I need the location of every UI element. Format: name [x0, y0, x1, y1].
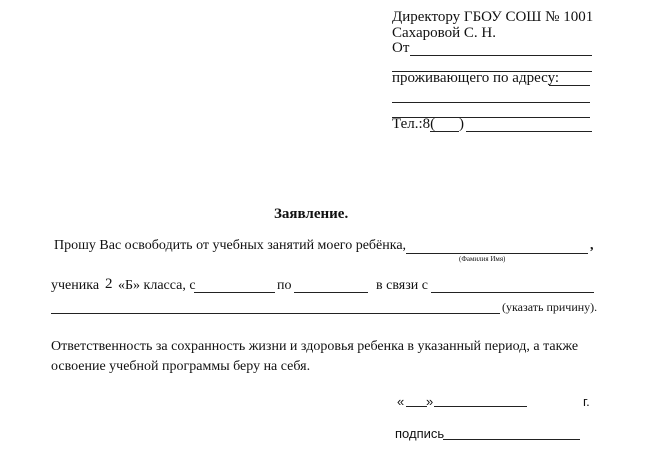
- child-name-line[interactable]: [406, 253, 588, 254]
- pupil-label: ученика: [51, 278, 100, 293]
- request-text: Прошу Вас освободить от учебных занятий моего ребёнка,: [54, 238, 407, 253]
- date-from-line[interactable]: [194, 292, 275, 293]
- grade-class: «Б» класса, с: [118, 278, 196, 293]
- signature-line[interactable]: [443, 439, 580, 440]
- phone-code-line[interactable]: [430, 131, 459, 132]
- signature-label: подпись: [395, 426, 445, 441]
- reason-line[interactable]: [431, 292, 594, 293]
- addressee-line: Директору ГБОУ СОШ № 1001: [392, 9, 594, 25]
- address-field-line[interactable]: [549, 85, 590, 86]
- reason-hint: (указать причину).: [502, 300, 598, 314]
- phone-label: Тел.:8(: [392, 116, 436, 132]
- date-to-line[interactable]: [294, 292, 368, 293]
- date-month-line[interactable]: [434, 406, 527, 407]
- phone-paren-close: ): [459, 116, 464, 132]
- date-open-quote: «: [397, 394, 405, 409]
- from-field-line[interactable]: [410, 55, 592, 56]
- grade-number: 2: [105, 276, 113, 292]
- phone-number-line[interactable]: [466, 131, 592, 132]
- responsibility-line-1: Ответственность за сохранность жизни и здоровья ребенка в указанный период, а также: [51, 339, 579, 354]
- from-label: От: [392, 40, 410, 56]
- date-day-line[interactable]: [406, 406, 427, 407]
- address-label: проживающего по адресу:: [392, 70, 560, 86]
- date-close-quote: »: [426, 394, 434, 409]
- request-comma: ,: [590, 238, 594, 253]
- year-suffix: г.: [583, 394, 590, 409]
- name-hint: (Фамилия Имя): [459, 255, 506, 263]
- director-name: Сахаровой С. Н.: [392, 25, 496, 41]
- address-field-line-2[interactable]: [392, 102, 590, 103]
- document-title: Заявление.: [274, 206, 349, 222]
- reason-line-2[interactable]: [51, 313, 500, 314]
- reason-label: в связи с: [376, 278, 428, 293]
- responsibility-line-2: освоение учебной программы беру на себя.: [51, 359, 311, 374]
- date-to-label: по: [277, 278, 292, 293]
